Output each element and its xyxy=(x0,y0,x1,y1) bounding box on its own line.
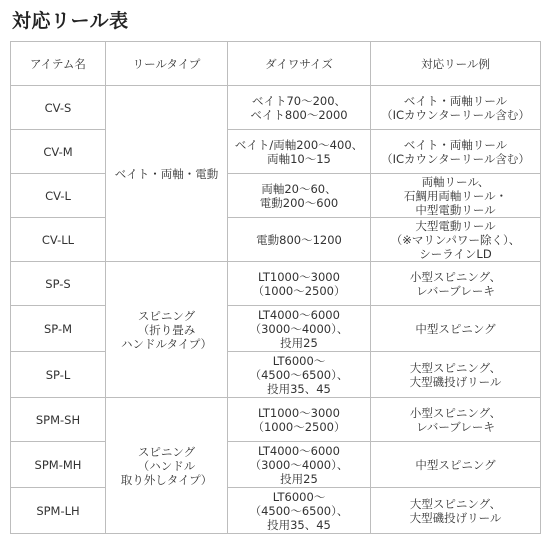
reel-compatibility-table xyxy=(10,41,541,534)
daiwa-size-line: ベイト70〜200、 xyxy=(251,93,347,108)
daiwa-size-cell xyxy=(228,306,371,352)
reel-example-line: レバーブレーキ xyxy=(416,283,495,298)
table-row xyxy=(11,442,541,488)
table-row xyxy=(11,352,541,398)
item-name-cell: CV-S xyxy=(11,86,106,130)
reel-example-cell xyxy=(371,262,541,306)
table-row xyxy=(11,218,541,262)
reel-example-cell xyxy=(371,442,541,488)
header-daiwa-size: ダイワサイズ xyxy=(228,42,371,86)
reel-example-line: 大型磯投げリール xyxy=(409,374,502,389)
table-row xyxy=(11,398,541,442)
table-body xyxy=(11,86,541,534)
daiwa-size-line: LT4000〜6000 xyxy=(258,307,340,322)
table-row xyxy=(11,262,541,306)
daiwa-size-line: （4500〜6500）、 xyxy=(249,367,349,382)
reel-example-line: シーラインLD xyxy=(419,246,492,261)
header-reel-example: 対応リール例 xyxy=(371,42,541,86)
daiwa-size-cell xyxy=(228,352,371,398)
daiwa-size-line: （3000〜4000）、 xyxy=(249,457,349,472)
daiwa-size-line: LT1000〜3000 xyxy=(258,405,340,420)
reel-type-line: ハンドルタイプ） xyxy=(120,336,213,351)
item-name-cell: CV-L xyxy=(11,174,106,218)
table-header-row xyxy=(11,42,541,86)
table-row xyxy=(11,130,541,174)
daiwa-size-line: 電動200〜600 xyxy=(259,195,339,210)
reel-example-line: 両軸リール、 xyxy=(421,174,490,189)
daiwa-size-line: ベイト800〜2000 xyxy=(250,107,348,122)
reel-type-line: （折り畳み xyxy=(137,322,196,337)
reel-example-cell xyxy=(371,130,541,174)
daiwa-size-line: （4500〜6500）、 xyxy=(249,503,349,518)
daiwa-size-line: 投用35、45 xyxy=(267,517,331,532)
reel-example-line: 小型スピニング、 xyxy=(409,269,502,284)
reel-example-line: 大型スピニング、 xyxy=(409,496,502,511)
reel-example-line: ベイト・両軸リール xyxy=(403,93,508,108)
reel-type-line: スピニング xyxy=(137,308,196,323)
reel-example-line: ベイト・両軸リール xyxy=(403,137,508,152)
table-row xyxy=(11,86,541,130)
daiwa-size-cell xyxy=(228,442,371,488)
table-row xyxy=(11,306,541,352)
daiwa-size-line: 電動800〜1200 xyxy=(256,232,342,247)
reel-example-cell xyxy=(371,306,541,352)
daiwa-size-line: 両軸20〜60、 xyxy=(261,181,337,196)
daiwa-size-line: LT6000〜 xyxy=(272,353,326,368)
reel-type-line: （ハンドル xyxy=(137,458,196,473)
reel-example-line: 大型電動リール xyxy=(415,218,496,233)
daiwa-size-line: 両軸10〜15 xyxy=(267,151,331,166)
reel-example-cell xyxy=(371,174,541,218)
item-name-cell: SP-L xyxy=(11,352,106,398)
item-name-cell: SPM-LH xyxy=(11,488,106,534)
daiwa-size-line: ベイト/両軸200〜400、 xyxy=(234,137,364,152)
item-name-cell: SPM-SH xyxy=(11,398,106,442)
reel-example-cell xyxy=(371,398,541,442)
reel-example-cell xyxy=(371,218,541,262)
table-row xyxy=(11,174,541,218)
reel-example-line: 中型スピニング xyxy=(415,457,496,472)
reel-example-line: （※マリンパワー除く）、 xyxy=(390,232,521,247)
daiwa-size-line: 投用35、45 xyxy=(267,381,331,396)
daiwa-size-cell xyxy=(228,262,371,306)
daiwa-size-cell xyxy=(228,398,371,442)
reel-example-line: 石鯛用両軸リール・ xyxy=(403,188,508,203)
reel-example-cell xyxy=(371,488,541,534)
reel-example-line: レバーブレーキ xyxy=(416,419,495,434)
daiwa-size-cell xyxy=(228,174,371,218)
reel-example-line: 中型スピニング xyxy=(415,321,496,336)
reel-example-cell xyxy=(371,86,541,130)
header-reel-type: リールタイプ xyxy=(106,42,228,86)
reel-type-cell xyxy=(106,262,228,398)
item-name-cell: SPM-MH xyxy=(11,442,106,488)
reel-example-line: 中型電動リール xyxy=(415,202,496,217)
item-name-cell: CV-LL xyxy=(11,218,106,262)
reel-example-cell xyxy=(371,352,541,398)
reel-example-line: 大型磯投げリール xyxy=(409,510,502,525)
item-name-cell: SP-M xyxy=(11,306,106,352)
reel-example-line: 大型スピニング、 xyxy=(409,360,502,375)
daiwa-size-line: LT1000〜3000 xyxy=(258,269,340,284)
daiwa-size-cell xyxy=(228,86,371,130)
daiwa-size-line: LT6000〜 xyxy=(272,489,326,504)
daiwa-size-cell xyxy=(228,130,371,174)
daiwa-size-cell xyxy=(228,488,371,534)
reel-example-line: 小型スピニング、 xyxy=(409,405,502,420)
reel-type-cell xyxy=(106,86,228,262)
item-name-cell: SP-S xyxy=(11,262,106,306)
reel-type-line: ベイト・両軸・電動 xyxy=(114,166,219,181)
table-row xyxy=(11,488,541,534)
daiwa-size-line: （1000〜2500） xyxy=(252,419,346,434)
header-item-name: アイテム名 xyxy=(11,42,106,86)
reel-example-line: （ICカウンターリール含む） xyxy=(381,151,530,166)
page-title: 対応リール表 xyxy=(12,10,129,32)
reel-type-line: スピニング xyxy=(137,444,196,459)
reel-type-cell xyxy=(106,398,228,534)
daiwa-size-line: （3000〜4000）、 xyxy=(249,321,349,336)
daiwa-size-line: LT4000〜6000 xyxy=(258,443,340,458)
item-name-cell: CV-M xyxy=(11,130,106,174)
reel-example-line: （ICカウンターリール含む） xyxy=(381,107,530,122)
reel-type-line: 取り外しタイプ） xyxy=(120,472,213,487)
daiwa-size-line: 投用25 xyxy=(280,335,318,350)
daiwa-size-line: 投用25 xyxy=(280,471,318,486)
daiwa-size-cell xyxy=(228,218,371,262)
daiwa-size-line: （1000〜2500） xyxy=(252,283,346,298)
